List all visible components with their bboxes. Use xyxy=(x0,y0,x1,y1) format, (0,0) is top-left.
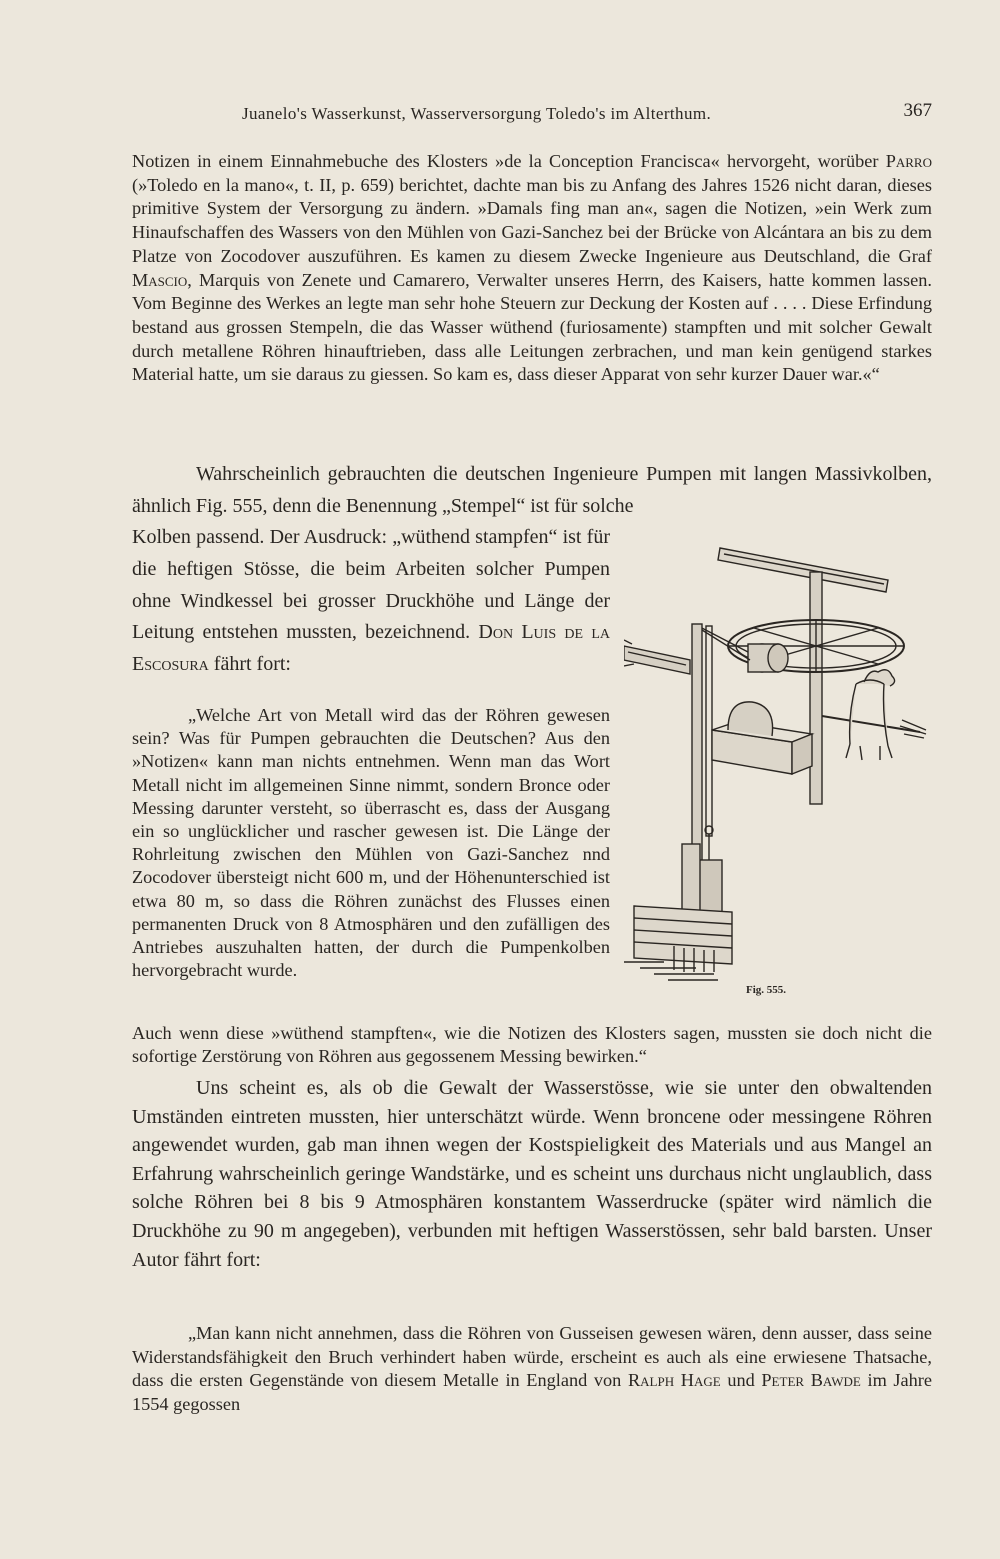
name-ralph-hage: Ralph Hage xyxy=(627,1370,721,1390)
horse-gin-pump-engraving xyxy=(624,534,928,984)
paragraph-stempel-intro: Wahrscheinlich gebrauchten die deutschen Ingenieure Pumpen mit langen Massivkolben, ähnlich Fig. 555, denn die Benennung „Stempel“ ist für solche xyxy=(132,463,932,517)
figure-caption: Fig. 555. xyxy=(746,984,787,996)
name-peter-bawde: Peter Bawde xyxy=(761,1370,861,1390)
pump-illustration xyxy=(624,534,928,1004)
page-number: 367 xyxy=(903,100,932,121)
page-header xyxy=(132,100,932,134)
name-escosura: Don Luis de la Escosura xyxy=(132,621,611,676)
quote-gusseisen: „Man kann nicht annehmen, dass die Röhren von Gusseisen gewesen wären, denn ausser, dass seine Widerstandsfähigkeit den Bruch verhindert haben würde, erscheint es auch als eine erwiesene Thatsache, dass die ersten Gegenstände von diesem Metalle in England von Ralph Hage und Peter Bawde im Jahre 1554 gegossen xyxy=(132,1323,933,1414)
name-mascio: Mascio xyxy=(132,269,188,290)
quote-metall: „Welche Art von Metall wird das der Röhren gewesen sein? Was für Pumpen gebrauchten die Deutschen? Aus den »Notizen« kann man nichts entnehmen. Wenn man das Wort Metall nicht im allgemeinen Sinne nimmt, sondern Bronce oder Messing darunter versteht, so überrascht es, dass der Ausgang ein so unglücklicher und rascher gewesen ist. Die Länge der Rohrleitung zwischen den Mühlen von Gazi-Sanchez nnd Zocodover übersteigt nicht 600 m, und der Höhenunterschied ist etwa 80 m, so dass die Röhren zunächst des Flusses einen permanenten Druck von 8 Atmosphären und den zufälligen des Antriebes auszuhalten hatten, der durch die Pumpenkolben hervorgebracht wurde. xyxy=(132,705,610,981)
running-title: Juanelo's Wasserkunst, Wasserversorgung Toledo's im Alterthum. xyxy=(242,104,712,123)
paragraph-stempel-continued: Kolben passend. Der Ausdruck: „wüthend stampfen“ ist für die heftigen Stösse, die beim Arbeiten solcher Pumpen ohne Windkessel bei grosser Druckhöhe und Länge der Leitung entstehen mussten, bezeichnend. Don Luis de la Escosura fährt fort: xyxy=(132,526,611,676)
name-parro: Parro xyxy=(885,151,932,171)
quote-notizen: Notizen in einem Einnahmebuche des Klosters »de la Conception Francisca« hervorgeht, worüber Parro (»Toledo en la mano«, t. II, p. 659) berichtet, dachte man bis zu Anfang des Jahres 1526 nicht daran, dieses primitive System der Versorgung zu ändern. »Damals fing man an«, sagen die Notizen, »ein Werk zum Hinaufschaffen des Wassers von den Mühlen von Gazi-Sanchez bei der Brücke von Alcántara an bis zu dem Platze von Zocodover auszuführen. Es kamen zu diesem Zwecke Ingenieure aus Deutschland, die Graf Mascio, Marquis von Zenete und Camarero, Verwalter unseres Herrn, des Kaisers, hatte kommen lassen. Vom Beginne des Werkes an legte man sehr hohe Steuern zur Deckung der Kosten auf . . . . Diese Erfindung bestand aus grossen Stempeln, die das Wasser wüthend (furiosamente) stampften und mit solcher Gewalt durch metallene Röhren hinauftrieben, dass alle Leitungen zerbrachen, und man kein genügend starkes Material hatte, um sie daraus zu giessen. So kam es, dass dieser Apparat von sehr kurzer Dauer war.«“ xyxy=(132,151,932,385)
paragraph-wasserstoesse: Uns scheint es, als ob die Gewalt der Wasserstösse, wie sie unter den obwaltenden Umständen eintreten mussten, hier unterschätzt würde. Wenn broncene oder messingene Röhren angewendet wurden, gab man ihnen wegen der Kostspieligkeit des Materials und aus Mangel an Erfahrung wahrscheinlich geringe Wandstärke, und es scheint uns durchaus nicht unglaublich, dass solche Röhren bei 8 bis 9 Atmosphären konstantem Wasserdrucke (später wird nämlich die Druckhöhe zu 90 m angegeben), verbunden mit heftigen Wasserstössen, sehr bald barsten. Unser Autor fährt fort: xyxy=(132,1077,932,1271)
quote-metall-end: Auch wenn diese »wüthend stampften«, wie die Notizen des Klosters sagen, mussten sie doch nicht die sofortige Zerstörung von Röhren aus gegossenem Messing bewirken.“ xyxy=(132,1023,932,1067)
